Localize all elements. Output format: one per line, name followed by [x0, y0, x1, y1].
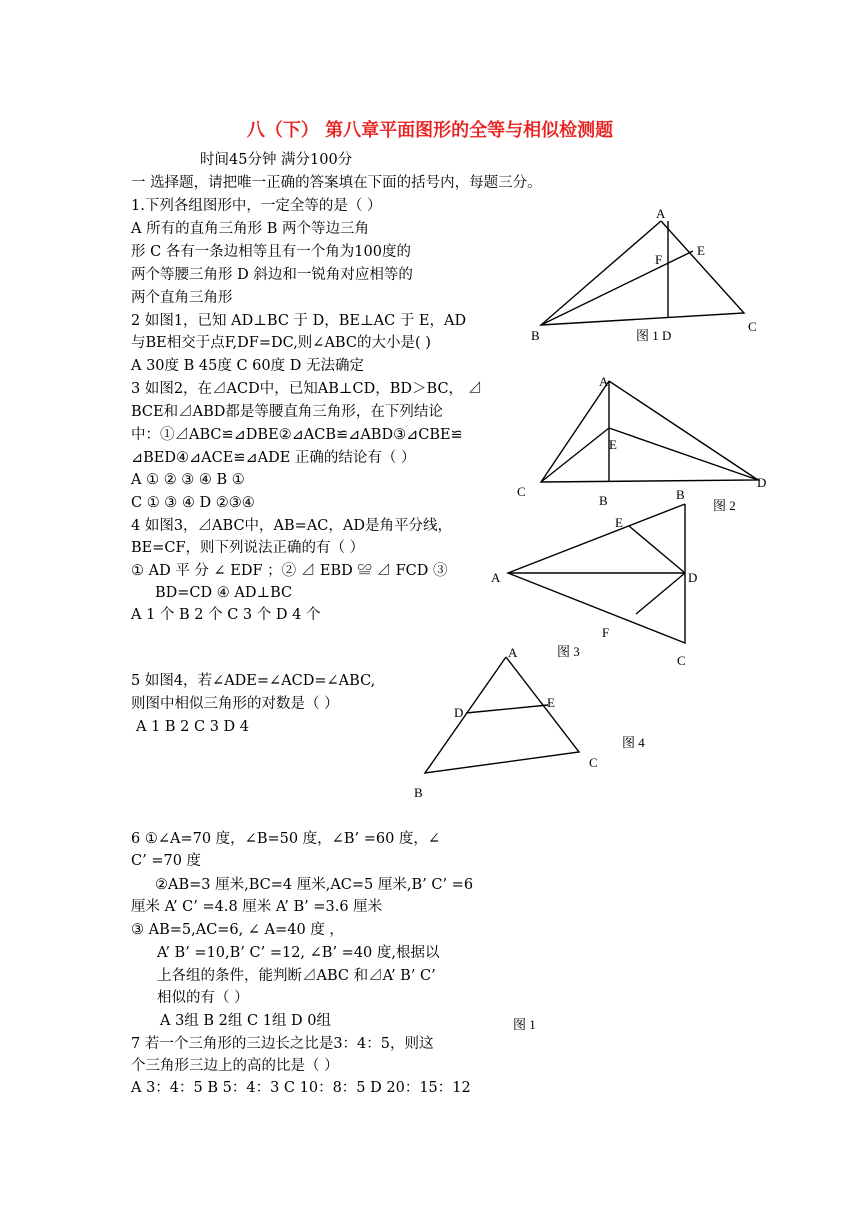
fig1-label-b: B	[531, 328, 540, 343]
q5-line-2: 则图中相似三角形的对数是（ ）	[131, 696, 339, 712]
fig4-label-a: A	[508, 645, 518, 660]
q7-line-1: 7 若一个三角形的三边长之比是3：4：5，则这	[131, 1036, 434, 1052]
fig1-label-c: C	[748, 319, 757, 334]
q6-line-7: 上各组的条件，能判断⊿ABC 和⊿A’ B’ C’	[157, 968, 436, 984]
fig2-label-b: B	[599, 493, 608, 508]
fig1-label-f: F	[655, 252, 663, 267]
stray-figure-caption: 图 1	[513, 1017, 536, 1032]
q3-line-6: C ① ③ ④ D ②③④	[131, 495, 255, 511]
q6-line-2: C’ =70 度	[131, 853, 202, 869]
q3-line-4: ⊿BED④⊿ACE≌⊿ADE 正确的结论有（ ）	[131, 450, 416, 466]
fig2-label-d: D	[757, 475, 767, 490]
exam-info: 时间45分钟 满分100分	[200, 152, 353, 168]
fig3-label-d: D	[688, 570, 698, 585]
figure-3	[491, 487, 697, 668]
q1-line-2: 形 C 各有一条边相等且有一个角为100度的	[131, 244, 411, 260]
fig4-label-d: D	[454, 705, 464, 720]
q1-stem: 1.下列各组图形中，一定全等的是（ ）	[131, 198, 382, 214]
fig2-caption: 图 2	[713, 498, 736, 513]
q3-line-3: 中：①⊿ABC≌⊿DBE②⊿ACB≌⊿ABD③⊿CBE≌	[131, 427, 463, 443]
q4-line-2: BE=CF，则下列说法正确的有（ ）	[131, 540, 365, 556]
section-heading: 一 选择题，请把唯一正确的答案填在下面的括号内，每题三分。	[131, 175, 542, 191]
q4-line-5: A 1 个 B 2 个 C 3 个 D 4 个	[131, 607, 321, 623]
fig3-label-b: B	[676, 487, 685, 502]
q4-line-3: ① AD 平 分 ∠ EDF ；② ⊿ EBD ≌ ⊿ FCD ③	[131, 563, 448, 579]
fig3-label-e: E	[615, 515, 623, 530]
fig2-segment-ed	[609, 428, 758, 480]
q6-line-4: 厘米 A’ C’ =4.8 厘米 A’ B’ =3.6 厘米	[131, 899, 383, 915]
q4-line-4: BD=CD ④ AD⊥BC	[155, 585, 293, 601]
q6-line-6: A’ B’ =10,B’ C’ =12, ∠B’ =40 度,根据以	[157, 945, 440, 961]
q7-line-3: A 3：4：5 B 5：4：3 C 10：8：5 D 20：15：12	[131, 1080, 471, 1096]
q6-line-3: ②AB=3 厘米,BC=4 厘米,AC=5 厘米,B’ C’ =6	[155, 877, 474, 893]
fig1-label-e: E	[697, 243, 705, 258]
fig1-altitude-be	[541, 251, 693, 325]
figure-2	[517, 374, 766, 513]
q3-line-5: A ① ② ③ ④ B ①	[131, 472, 245, 488]
q6-line-8: 相似的有（ ）	[157, 990, 249, 1006]
fig1-label-a: A	[656, 206, 666, 221]
fig3-label-c: C	[677, 653, 686, 668]
fig2-label-c: C	[517, 484, 526, 499]
q4-line-1: 4 如图3，⊿ABC中，AB=AC，AD是角平分线，	[131, 518, 452, 534]
q6-line-1: 6 ①∠A=70 度，∠B=50 度，∠B’ =60 度，∠	[131, 831, 441, 847]
q5-line-3: A 1 B 2 C 3 D 4	[136, 719, 250, 735]
figure-4	[414, 645, 645, 800]
fig4-triangle-abc	[425, 657, 579, 773]
q5-line-1: 5 如图4，若∠ADE=∠ACD=∠ABC,	[131, 673, 376, 689]
q7-line-2: 个三角形三边上的高的比是（ ）	[131, 1058, 339, 1074]
q3-line-2: BCE和⊿ABD都是等腰直角三角形，在下列结论	[131, 404, 443, 420]
fig3-segment-ed	[629, 526, 685, 573]
fig2-segment-ce	[541, 428, 609, 482]
fig2-label-a: A	[599, 374, 609, 389]
fig3-segment-fd	[636, 573, 685, 614]
fig4-caption: 图 4	[622, 735, 645, 750]
fig2-triangle-acd	[541, 381, 758, 482]
q1-line-4: 两个直角三角形	[131, 290, 233, 306]
fig4-label-c: C	[589, 755, 598, 770]
fig4-label-b: B	[414, 785, 423, 800]
q2-line-3: A 30度 B 45度 C 60度 D 无法确定	[131, 358, 364, 374]
page-title: 八（下） 第八章平面图形的全等与相似检测题	[246, 120, 614, 141]
fig3-label-f: F	[602, 625, 610, 640]
q1-line-1: A 所有的直角三角形 B 两个等边三角	[131, 221, 369, 237]
fig2-label-e: E	[609, 437, 617, 452]
fig4-segment-de	[466, 705, 548, 713]
q6-line-9: A 3组 B 2组 C 1组 D 0组	[160, 1013, 332, 1029]
fig1-caption: 图 1 D	[636, 328, 672, 343]
q3-line-1: 3 如图2，在⊿ACD中，已知AB⊥CD，BD＞BC， ⊿	[131, 381, 483, 397]
fig3-caption: 图 3	[557, 644, 580, 659]
q1-line-3: 两个等腰三角形 D 斜边和一锐角对应相等的	[131, 267, 413, 283]
q2-line-1: 2 如图1，已知 AD⊥BC 于 D，BE⊥AC 于 E，AD	[131, 313, 467, 329]
q2-line-2: 与BE相交于点F,DF=DC,则∠ABC的大小是( )	[131, 335, 431, 351]
fig3-label-a: A	[491, 570, 501, 585]
fig4-label-e: E	[547, 695, 555, 710]
figure-1	[531, 206, 757, 343]
q6-line-5: ③ AB=5,AC=6, ∠ A=40 度 ，	[131, 922, 344, 938]
